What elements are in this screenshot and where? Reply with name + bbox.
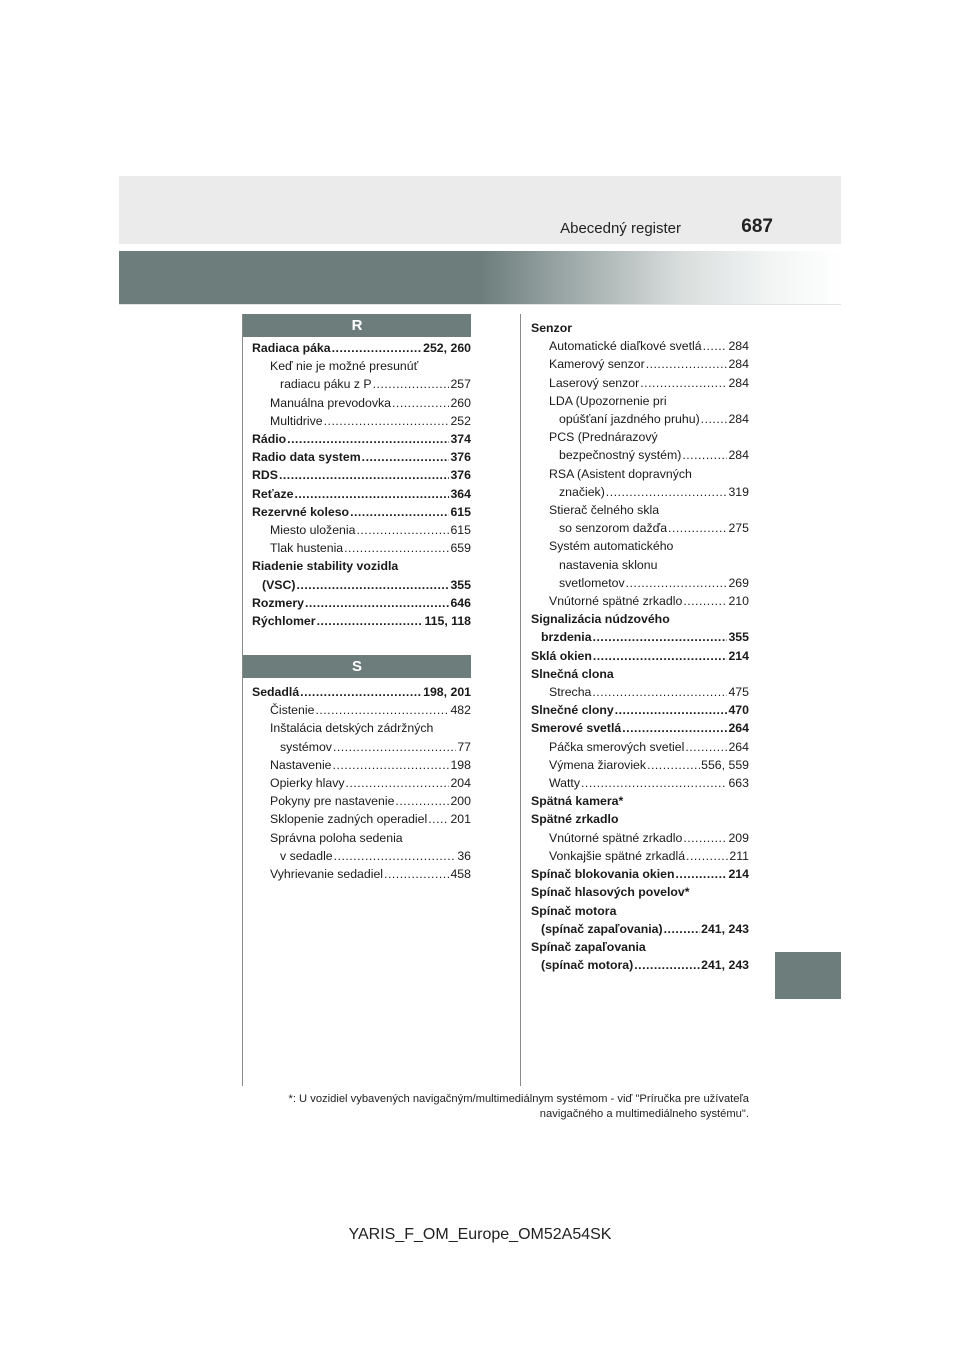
entry-term: Vyhrievanie sedadiel bbox=[270, 867, 384, 882]
dot-leader bbox=[646, 355, 728, 373]
entry-term: Rezervné koleso bbox=[252, 504, 350, 519]
entry-page-ref: 214 bbox=[728, 648, 749, 663]
index-column-right bbox=[531, 319, 749, 974]
index-entry bbox=[531, 847, 749, 865]
index-entry bbox=[252, 466, 471, 484]
index-entry bbox=[531, 337, 749, 355]
dot-leader bbox=[333, 756, 450, 774]
entry-term: Pokyny pre nastavenie bbox=[270, 794, 395, 809]
dot-leader bbox=[606, 483, 728, 501]
entry-page-ref: 659 bbox=[450, 541, 471, 556]
dot-leader bbox=[686, 847, 728, 865]
entry-term: brzdenia bbox=[541, 630, 592, 645]
index-entry bbox=[252, 339, 471, 357]
index-entry bbox=[531, 738, 749, 756]
dot-leader bbox=[682, 446, 727, 464]
entry-page-ref: 284 bbox=[728, 357, 749, 372]
index-entry bbox=[531, 374, 749, 392]
dot-leader bbox=[373, 375, 450, 393]
index-entry bbox=[531, 319, 749, 337]
dot-leader bbox=[593, 628, 728, 646]
index-entry bbox=[252, 847, 471, 865]
index-entry bbox=[531, 938, 749, 956]
entry-page-ref: 115, 118 bbox=[424, 614, 471, 629]
index-entry bbox=[531, 501, 749, 519]
page-number: 687 bbox=[741, 216, 773, 237]
dot-leader bbox=[615, 701, 728, 719]
entry-term: Spínač blokovania okien bbox=[531, 867, 675, 882]
entry-term: RDS bbox=[252, 468, 278, 483]
index-entry bbox=[531, 465, 749, 483]
entry-page-ref: 458 bbox=[450, 867, 471, 882]
entry-term: RSA (Asistent dopravných bbox=[549, 466, 692, 481]
dot-leader bbox=[324, 412, 450, 430]
index-entry bbox=[531, 719, 749, 737]
entry-page-ref: 241, 243 bbox=[701, 921, 749, 936]
index-entry bbox=[531, 355, 749, 373]
entry-term: Výmena žiaroviek bbox=[549, 757, 647, 772]
entry-term: Smerové svetlá bbox=[531, 721, 622, 736]
index-entry bbox=[252, 719, 471, 737]
index-entry bbox=[252, 412, 471, 430]
index-entry bbox=[531, 683, 749, 701]
index-entry bbox=[531, 956, 749, 974]
section-header-s: S bbox=[243, 655, 471, 678]
dot-leader bbox=[592, 683, 727, 701]
index-entry bbox=[252, 557, 471, 575]
index-entry bbox=[531, 628, 749, 646]
dot-leader bbox=[287, 430, 449, 448]
index-entry bbox=[531, 410, 749, 428]
entry-page-ref: 646 bbox=[450, 595, 471, 610]
entry-page-ref: 211 bbox=[729, 848, 749, 863]
entry-term: so senzorom dažďa bbox=[559, 521, 668, 536]
entry-term: svetlometov bbox=[559, 575, 625, 590]
dot-leader bbox=[701, 410, 728, 428]
entry-term: Spínač zapaľovania bbox=[531, 939, 646, 954]
index-entry bbox=[531, 756, 749, 774]
entry-page-ref: 615 bbox=[450, 504, 471, 519]
index-entry bbox=[531, 792, 749, 810]
entry-term: Systém automatického bbox=[549, 539, 674, 554]
entry-term: Sklopenie zadných operadiel bbox=[270, 812, 428, 827]
dot-leader bbox=[668, 519, 727, 537]
column-divider-left bbox=[242, 314, 243, 1086]
dot-leader bbox=[683, 829, 727, 847]
dot-leader bbox=[315, 701, 449, 719]
index-entry bbox=[531, 519, 749, 537]
entry-term: Multidrive bbox=[270, 413, 323, 428]
entry-page-ref: 470 bbox=[728, 703, 749, 718]
entry-term: Správna poloha sedenia bbox=[270, 830, 403, 845]
entry-term: Manuálna prevodovka bbox=[270, 395, 391, 410]
entry-page-ref: 209 bbox=[728, 830, 749, 845]
index-entry bbox=[252, 810, 471, 828]
entry-term: Opierky hlavy bbox=[270, 776, 345, 791]
dot-leader bbox=[392, 394, 449, 412]
entry-term: Senzor bbox=[531, 321, 572, 335]
entry-page-ref: 475 bbox=[728, 685, 749, 700]
entry-page-ref: 355 bbox=[728, 630, 749, 645]
entry-term: systémov bbox=[280, 739, 332, 754]
entry-term: Kamerový senzor bbox=[549, 357, 645, 372]
entry-term: Keď nie je možné presunúť bbox=[270, 359, 419, 374]
dot-leader bbox=[332, 339, 423, 357]
dot-leader bbox=[300, 683, 422, 701]
entry-page-ref: 200 bbox=[450, 794, 471, 809]
entry-term: Spätná kamera* bbox=[531, 794, 624, 809]
index-entry bbox=[531, 610, 749, 628]
entry-page-ref: 319 bbox=[728, 484, 749, 499]
entry-page-ref: 284 bbox=[728, 412, 749, 427]
dot-leader bbox=[305, 594, 450, 612]
dot-leader bbox=[581, 774, 727, 792]
index-entry bbox=[252, 683, 471, 701]
entry-term: Miesto uloženia bbox=[270, 523, 356, 538]
index-entry bbox=[252, 738, 471, 756]
index-entry bbox=[252, 865, 471, 883]
entry-page-ref: 257 bbox=[450, 377, 471, 392]
header-gradient-bar bbox=[119, 251, 841, 304]
entry-term: Rádio bbox=[252, 432, 287, 447]
index-entry bbox=[252, 829, 471, 847]
index-column-left-s bbox=[252, 683, 471, 883]
entry-page-ref: 260 bbox=[450, 395, 471, 410]
dot-leader bbox=[626, 574, 728, 592]
thumb-index-tab bbox=[775, 952, 841, 999]
index-entry bbox=[531, 392, 749, 410]
dot-leader bbox=[640, 374, 727, 392]
index-entry bbox=[531, 592, 749, 610]
entry-term: Rozmery bbox=[252, 595, 304, 610]
entry-term: Inštalácia detských zádržných bbox=[270, 721, 434, 736]
entry-term: značiek) bbox=[559, 484, 605, 499]
entry-term: Radiaca páka bbox=[252, 341, 331, 355]
entry-page-ref: 374 bbox=[450, 432, 471, 447]
dot-leader bbox=[703, 337, 728, 355]
footnote-line-2: navigačného a multimediálneho systému". bbox=[539, 1108, 749, 1120]
dot-leader bbox=[593, 647, 728, 665]
index-entry bbox=[531, 774, 749, 792]
entry-page-ref: 252 bbox=[450, 413, 471, 428]
entry-term: Stierač čelného skla bbox=[549, 503, 660, 518]
entry-page-ref: 198, 201 bbox=[423, 685, 471, 699]
index-entry bbox=[531, 701, 749, 719]
dot-leader bbox=[333, 738, 456, 756]
entry-page-ref: 264 bbox=[728, 739, 749, 754]
index-entry bbox=[531, 902, 749, 920]
page-header bbox=[119, 176, 841, 244]
entry-page-ref: 269 bbox=[728, 575, 749, 590]
column-divider-middle bbox=[520, 314, 521, 1086]
entry-term: Rýchlomer bbox=[252, 614, 316, 629]
entry-term: Páčka smerových svetiel bbox=[549, 739, 685, 754]
entry-page-ref: 77 bbox=[457, 739, 471, 754]
header-title: Abecedný register bbox=[560, 220, 681, 237]
entry-term: Slnečná clona bbox=[531, 666, 614, 681]
entry-page-ref: 364 bbox=[450, 486, 471, 501]
entry-page-ref: 556, 559 bbox=[701, 757, 749, 772]
entry-term: bezpečnostný systém) bbox=[559, 448, 682, 463]
entry-term: Spínač hlasových povelov* bbox=[531, 885, 690, 900]
index-entry bbox=[531, 829, 749, 847]
index-entry bbox=[531, 883, 749, 901]
section-header-r: R bbox=[243, 314, 471, 337]
footnote bbox=[200, 1092, 749, 1122]
entry-term: Automatické diaľkové svetlá bbox=[549, 339, 702, 354]
entry-term: Vonkajšie spätné zrkadlá bbox=[549, 848, 686, 863]
dot-leader bbox=[362, 448, 450, 466]
entry-page-ref: 214 bbox=[728, 867, 749, 882]
dot-leader bbox=[279, 466, 450, 484]
dot-leader bbox=[384, 865, 449, 883]
dot-leader bbox=[294, 485, 449, 503]
entry-page-ref: 355 bbox=[450, 577, 471, 592]
entry-page-ref: 284 bbox=[728, 339, 749, 354]
entry-term: (spínač zapaľovania) bbox=[541, 921, 663, 936]
dot-leader bbox=[685, 738, 727, 756]
entry-page-ref: 284 bbox=[728, 448, 749, 463]
entry-term: Nastavenie bbox=[270, 757, 332, 772]
entry-term: Signalizácia núdzového bbox=[531, 612, 670, 627]
entry-term: Slnečné clony bbox=[531, 703, 614, 718]
entry-page-ref: 210 bbox=[728, 594, 749, 609]
entry-term: opúšťaní jazdného pruhu) bbox=[559, 412, 700, 427]
index-entry bbox=[531, 446, 749, 464]
index-entry bbox=[252, 792, 471, 810]
entry-term: (spínač motora) bbox=[541, 958, 634, 973]
entry-term: radiacu páku z P bbox=[280, 377, 372, 392]
dot-leader bbox=[664, 920, 701, 938]
entry-page-ref: 482 bbox=[450, 703, 471, 718]
dot-leader bbox=[428, 810, 449, 828]
dot-leader bbox=[634, 956, 700, 974]
entry-term: Tlak hustenia bbox=[270, 541, 344, 556]
index-entry bbox=[252, 448, 471, 466]
entry-page-ref: 376 bbox=[450, 450, 471, 465]
entry-term: Čistenie bbox=[270, 703, 315, 718]
index-entry bbox=[252, 756, 471, 774]
entry-page-ref: 241, 243 bbox=[701, 958, 749, 973]
entry-term: Vnútorné spätné zrkadlo bbox=[549, 594, 683, 609]
entry-term: Sedadlá bbox=[252, 685, 300, 699]
dot-leader bbox=[334, 847, 457, 865]
index-entry bbox=[531, 865, 749, 883]
entry-term: v sedadle bbox=[280, 848, 333, 863]
entry-term: Riadenie stability vozidla bbox=[252, 559, 399, 574]
entry-term: Vnútorné spätné zrkadlo bbox=[549, 830, 683, 845]
index-entry bbox=[252, 612, 471, 630]
index-entry bbox=[531, 647, 749, 665]
entry-term: Watty bbox=[549, 776, 580, 791]
index-entry bbox=[252, 430, 471, 448]
entry-term: Strecha bbox=[549, 685, 592, 700]
index-entry bbox=[252, 576, 471, 594]
entry-page-ref: 615 bbox=[450, 523, 471, 538]
entry-page-ref: 376 bbox=[450, 468, 471, 483]
document-code: YARIS_F_OM_Europe_OM52A54SK bbox=[348, 1226, 612, 1243]
entry-term: Spínač motora bbox=[531, 903, 617, 918]
entry-page-ref: 284 bbox=[728, 375, 749, 390]
index-entry bbox=[531, 665, 749, 683]
index-entry bbox=[531, 574, 749, 592]
dot-leader bbox=[676, 865, 728, 883]
entry-term: PCS (Prednárazový bbox=[549, 430, 658, 445]
entry-term: LDA (Upozornenie pri bbox=[549, 393, 667, 408]
index-entry bbox=[531, 556, 749, 574]
index-entry bbox=[531, 810, 749, 828]
index-entry bbox=[531, 483, 749, 501]
entry-page-ref: 36 bbox=[457, 848, 471, 863]
index-entry bbox=[252, 394, 471, 412]
index-entry bbox=[252, 357, 471, 375]
index-entry bbox=[531, 920, 749, 938]
index-column-left-r bbox=[252, 339, 471, 630]
entry-term: nastavenia sklonu bbox=[559, 557, 658, 572]
dot-leader bbox=[395, 792, 449, 810]
index-entry bbox=[252, 774, 471, 792]
entry-page-ref: 264 bbox=[728, 721, 749, 736]
index-entry bbox=[252, 485, 471, 503]
dot-leader bbox=[622, 719, 727, 737]
index-entry bbox=[531, 537, 749, 555]
dot-leader bbox=[346, 774, 450, 792]
entry-term: (VSC) bbox=[262, 577, 296, 592]
entry-term: Reťaze bbox=[252, 486, 294, 501]
index-entry bbox=[252, 521, 471, 539]
dot-leader bbox=[647, 756, 700, 774]
dot-leader bbox=[350, 503, 449, 521]
dot-leader bbox=[317, 612, 424, 630]
index-entry bbox=[252, 375, 471, 393]
entry-term: Radio data system bbox=[252, 450, 361, 465]
dot-leader bbox=[344, 539, 449, 557]
dot-leader bbox=[356, 521, 449, 539]
index-entry bbox=[531, 428, 749, 446]
entry-page-ref: 275 bbox=[728, 521, 749, 536]
entry-page-ref: 252, 260 bbox=[423, 341, 471, 355]
entry-page-ref: 663 bbox=[728, 776, 749, 791]
dot-leader bbox=[683, 592, 727, 610]
entry-term: Sklá okien bbox=[531, 648, 592, 663]
index-entry bbox=[252, 503, 471, 521]
entry-page-ref: 198 bbox=[450, 757, 471, 772]
entry-term: Laserový senzor bbox=[549, 375, 640, 390]
index-entry bbox=[252, 701, 471, 719]
index-entry bbox=[252, 594, 471, 612]
entry-page-ref: 204 bbox=[450, 776, 471, 791]
entry-term: Spätné zrkadlo bbox=[531, 812, 619, 827]
entry-page-ref: 201 bbox=[450, 812, 471, 827]
index-entry bbox=[252, 539, 471, 557]
footnote-line-1: *: U vozidiel vybavených navigačným/multimediálnym systémom - viď "Príručka pre užívateľa bbox=[288, 1093, 749, 1105]
header-divider bbox=[119, 304, 841, 305]
dot-leader bbox=[296, 576, 449, 594]
